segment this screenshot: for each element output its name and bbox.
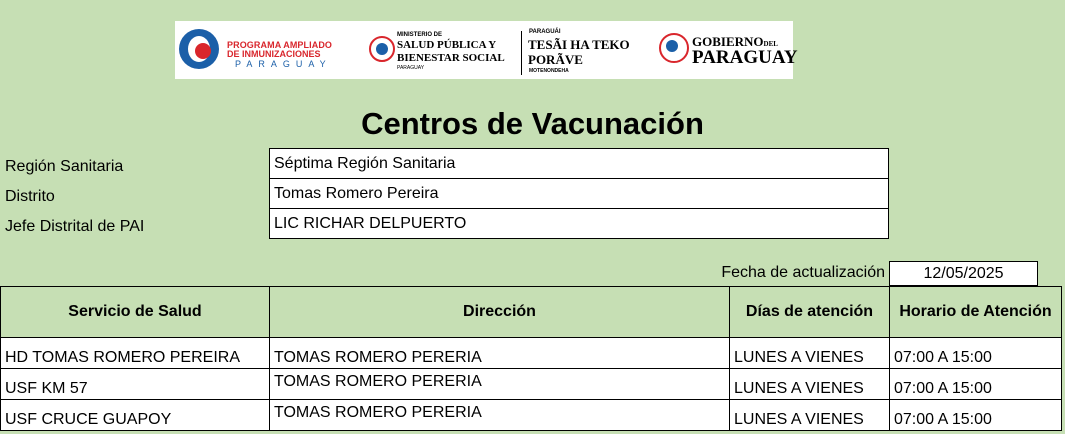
region-value: Séptima Región Sanitaria bbox=[269, 148, 889, 179]
header-banner bbox=[175, 21, 798, 79]
table-row bbox=[1, 338, 1062, 369]
cell-days: LUNES A VIENES bbox=[730, 338, 890, 369]
government-del: DEL bbox=[763, 40, 778, 48]
cell-hours: 07:00 A 15:00 bbox=[890, 338, 1062, 369]
cell-health-service: HD TOMAS ROMERO PEREIRA bbox=[1, 338, 270, 369]
government-line2: PARAGUAY bbox=[692, 47, 798, 68]
table-header-row bbox=[1, 287, 1062, 338]
pai-logo bbox=[179, 29, 339, 73]
slogan-line1: TESÃI HA TEKO bbox=[528, 37, 630, 52]
district-label: Distrito bbox=[5, 188, 55, 205]
ministry-line2: BIENESTAR SOCIAL bbox=[397, 52, 505, 64]
pai-chief-label: Jefe Distrital de PAI bbox=[5, 218, 145, 235]
cell-hours: 07:00 A 15:00 bbox=[890, 400, 1062, 431]
slogan-line3: MOTENONDEHA bbox=[529, 68, 569, 74]
slogan-small: PARAGUÁI bbox=[529, 29, 561, 35]
update-date-label: Fecha de actualización bbox=[721, 264, 885, 281]
cell-address: TOMAS ROMERO PERERIA bbox=[270, 338, 730, 369]
banner-divider bbox=[521, 31, 522, 75]
table-row bbox=[1, 369, 1062, 400]
cell-address: TOMAS ROMERO PERERIA bbox=[270, 400, 730, 431]
vaccination-centers-table bbox=[0, 286, 1062, 431]
pai-line3: PARAGUAY bbox=[235, 59, 332, 69]
government-word: GOBIERNO bbox=[692, 34, 764, 49]
page-title: Centros de Vacunación bbox=[361, 106, 704, 141]
header-health-service: Servicio de Salud bbox=[1, 287, 270, 338]
ministry-seal-icon bbox=[369, 36, 395, 62]
ministry-small: MINISTERIO DE bbox=[397, 32, 443, 38]
district-value: Tomas Romero Pereira bbox=[269, 178, 889, 209]
pai-line1: PROGRAMA AMPLIADO bbox=[227, 40, 333, 50]
ministry-line3: PARAGUAY bbox=[397, 65, 425, 71]
update-date-value: 12/05/2025 bbox=[889, 261, 1038, 286]
header-hours: Horario de Atención bbox=[890, 287, 1062, 338]
table-row bbox=[1, 400, 1062, 431]
pai-chief-value: LIC RICHAR DELPUERTO bbox=[269, 208, 889, 239]
cell-address: TOMAS ROMERO PERERIA bbox=[270, 369, 730, 400]
header-days: Días de atención bbox=[730, 287, 890, 338]
ministry-line1: SALUD PÚBLICA Y bbox=[397, 39, 497, 51]
cell-days: LUNES A VIENES bbox=[730, 400, 890, 431]
cell-hours: 07:00 A 15:00 bbox=[890, 369, 1062, 400]
slogan-line2: PORÃVE bbox=[528, 52, 583, 67]
pai-line2: DE INMUNIZACIONES bbox=[227, 49, 321, 59]
header-address: Dirección bbox=[270, 287, 730, 338]
cell-health-service: USF CRUCE GUAPOY bbox=[1, 400, 270, 431]
government-seal-icon bbox=[659, 33, 689, 63]
region-label: Región Sanitaria bbox=[5, 158, 124, 175]
pai-mother-child-icon bbox=[179, 29, 219, 69]
cell-days: LUNES A VIENES bbox=[730, 369, 890, 400]
cell-health-service: USF KM 57 bbox=[1, 369, 270, 400]
